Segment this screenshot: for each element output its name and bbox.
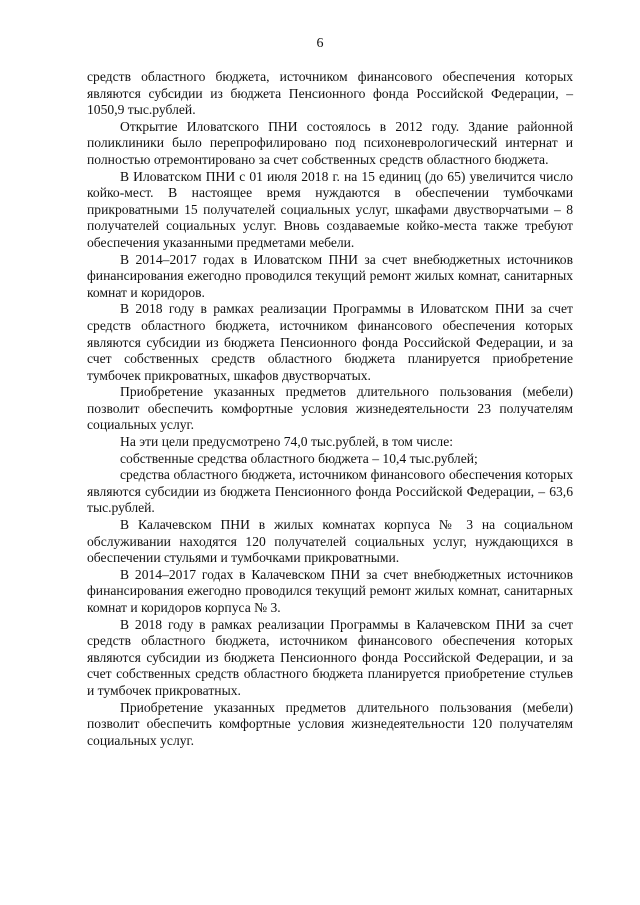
paragraph: В Иловатском ПНИ с 01 июля 2018 г. на 15 единиц (до 65) увеличится число койко-мест. В настоящее время нуждаются в обеспечении тумбочками прикроватными 15 получателей социальных услуг, шкафами двустворчатыми – 8 получателей социальных услуг. Вновь создаваемые койко-места также требуют обеспечения указанными предметами мебели.	[87, 168, 573, 250]
paragraph: В 2018 году в рамках реализации Программы в Иловатском ПНИ за счет средств областного бюджета, источником финансового обеспечения которых являются субсидии из бюджета Пенсионного фонда Российской Федерации, и за счет собственных средств областного бюджета планируется приобретение тумбочек прикроватных, шкафов двустворчатых.	[87, 301, 573, 383]
paragraph: В 2014–2017 годах в Иловатском ПНИ за счет внебюджетных источников финансирования ежегодно проводился текущий ремонт жилых комнат, санитарных комнат и коридоров.	[87, 251, 573, 300]
paragraph: В 2014–2017 годах в Калачевском ПНИ за счет внебюджетных источников финансирования ежегодно проводился текущий ремонт жилых комнат, санитарных комнат и коридоров корпуса № 3.	[87, 566, 573, 615]
paragraph: Открытие Иловатского ПНИ состоялось в 2012 году. Здание районной поликлиники было перепрофилировано под психоневрологический интернат и полностью отремонтировано за счет собственных средств областного бюджета.	[87, 118, 573, 167]
paragraph: В Калачевском ПНИ в жилых комнатах корпуса № 3 на социальном обслуживании находятся 120 получателей социальных услуг, нуждающихся в обеспечении стульями и тумбочками прикроватными.	[87, 517, 573, 566]
paragraph: Приобретение указанных предметов длительного пользования (мебели) позволит обеспечить комфортные условия жизнедеятельности 120 получателям социальных услуг.	[87, 699, 573, 748]
paragraph: средства областного бюджета, источником финансового обеспечения которых являются субсидии из бюджета Пенсионного фонда Российской Федерации, – 63,6 тыс.рублей.	[87, 467, 573, 516]
paragraph: Приобретение указанных предметов длительного пользования (мебели) позволит обеспечить комфортные условия жизнедеятельности 23 получателям социальных услуг.	[87, 384, 573, 433]
page-number: 6	[316, 36, 324, 51]
paragraph: средств областного бюджета, источником финансового обеспечения которых являются субсидии из бюджета Пенсионного фонда Российской Федерации, – 1050,9 тыс.рублей.	[87, 69, 573, 118]
paragraph: собственные средства областного бюджета – 10,4 тыс.рублей;	[120, 450, 478, 466]
paragraph: На эти цели предусмотрено 74,0 тыс.рублей, в том числе:	[120, 434, 454, 450]
page-body	[87, 69, 573, 749]
paragraph: В 2018 году в рамках реализации Программы в Калачевском ПНИ за счет средств областного бюджета, источником финансового обеспечения которых являются субсидии из бюджета Пенсионного фонда Российской Федерации, и за счет собственных средств областного бюджета планируется приобретение стульев и тумбочек прикроватных.	[87, 616, 573, 698]
